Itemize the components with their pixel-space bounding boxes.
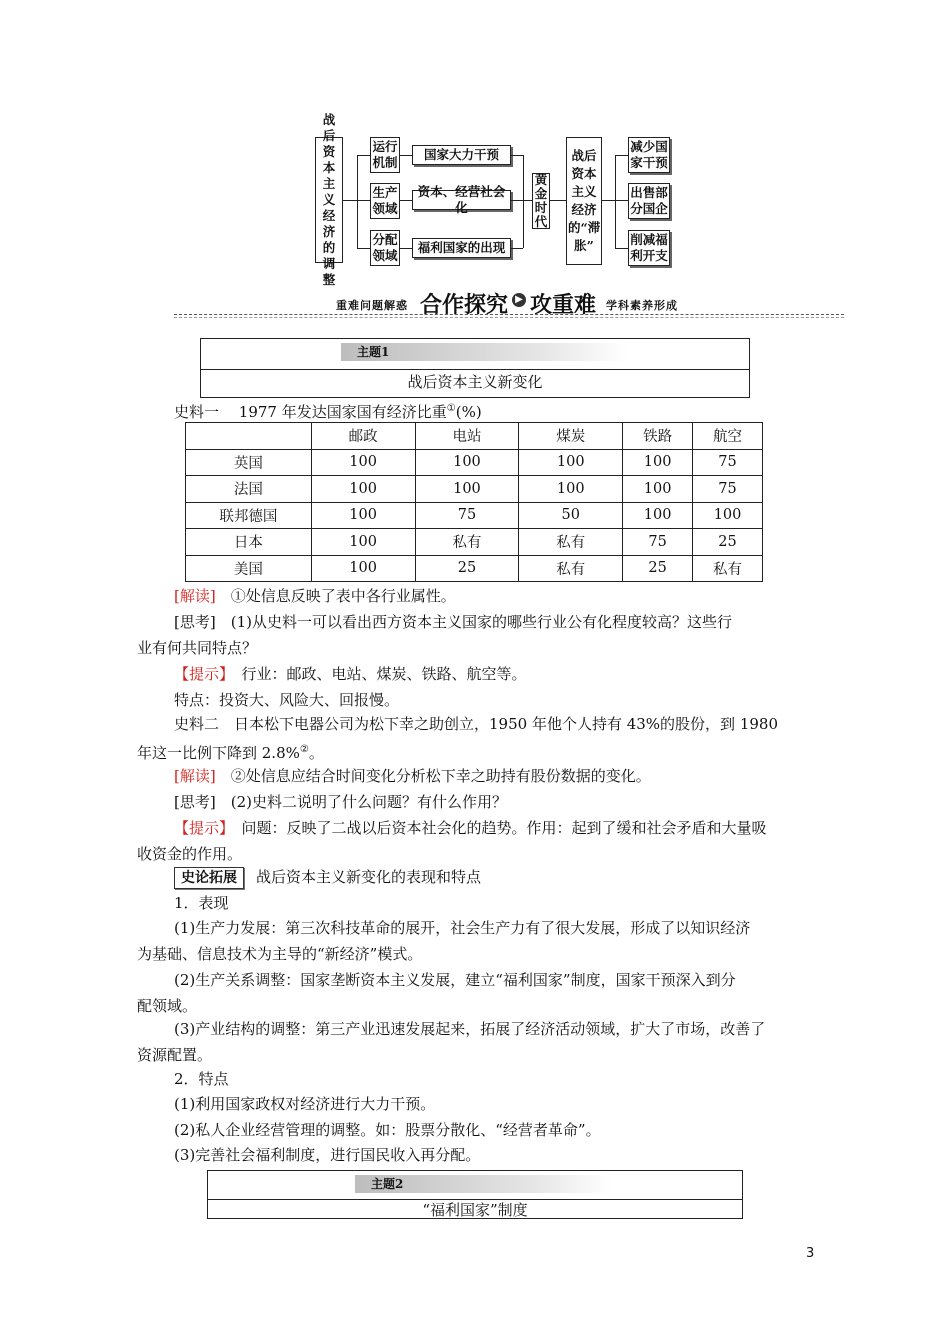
diagram-golden-age: 黄金时代 — [532, 173, 550, 229]
table-row-label: 联邦德国 — [186, 502, 312, 529]
sikao1-line1: [思考] (1)从史料一可以看出西方资本主义国家的哪些行业公有化程度较高？这些行 — [174, 613, 732, 631]
tishi1-line2: 特点：投资大、风险大、回报慢。 — [174, 691, 400, 709]
diagram-label-mechanism: 运行机制 — [370, 137, 400, 173]
table-row — [186, 555, 763, 582]
table-cell: 25 — [693, 529, 763, 556]
table-cell: 75 — [693, 449, 763, 476]
table-cell: 100 — [311, 502, 415, 529]
body-line-8: (1)利用国家政权对经济进行大力干预。 — [174, 1095, 436, 1113]
table-cell: 75 — [623, 529, 693, 556]
table-header-row — [186, 423, 763, 450]
table-cell: 100 — [623, 449, 693, 476]
table-header-cell: 电站 — [415, 423, 519, 450]
body-line-2: 为基础、信息技术为主导的“新经济”模式。 — [137, 945, 423, 963]
page-number: 3 — [806, 1246, 815, 1261]
jiedu1: [解读] ①处信息反映了表中各行业属性。 — [174, 587, 456, 605]
table-header-cell: 铁路 — [623, 423, 693, 450]
body-line-6: 资源配置。 — [137, 1046, 213, 1064]
body-line-3: (2)生产关系调整：国家垄断资本主义发展，建立“福利国家”制度，国家干预深入到分 — [174, 971, 736, 989]
body-line-9: (2)私人企业经营管理的调整。如：股票分散化、“经营者革命”。 — [174, 1121, 601, 1139]
table-cell: 私有 — [415, 529, 519, 556]
table-header-cell: 煤炭 — [519, 423, 623, 450]
table-cell: 100 — [311, 555, 415, 582]
table-row — [186, 502, 763, 529]
topic2-frame — [207, 1170, 743, 1219]
table-row — [186, 529, 763, 556]
state-ownership-table — [185, 422, 763, 582]
topic1-tab: 主题1 — [341, 343, 627, 361]
table-cell: 100 — [311, 449, 415, 476]
body-line-0: 1．表现 — [174, 894, 229, 912]
banner-left-text: 重难问题解惑 — [336, 299, 408, 312]
banner-main-2: 攻重难 — [530, 293, 597, 318]
sikao2: [思考] (2)史料二说明了什么问题？有什么作用？ — [174, 793, 507, 811]
tishi2-line1: 【提示】 问题：反映了二战以后资本社会化的趋势。作用：起到了缓和社会矛盾和大量吸 — [174, 819, 767, 837]
table-cell: 100 — [415, 476, 519, 503]
table-cell: 100 — [519, 476, 623, 503]
table-row-label: 英国 — [186, 449, 312, 476]
topic2-title: “福利国家”制度 — [422, 1201, 528, 1219]
banner-right-text: 学科素养形成 — [606, 299, 678, 312]
banner-arrow-icon: ▶ — [512, 293, 526, 307]
diagram-right-item-1: 减少国家干预 — [628, 137, 670, 173]
body-line-4: 配领域。 — [137, 997, 198, 1015]
banner-rule — [174, 314, 844, 315]
table-cell: 75 — [415, 502, 519, 529]
table-header-cell — [186, 423, 312, 450]
diagram-item-socialization: 资本、经营社会化 — [412, 190, 511, 210]
table-cell: 100 — [311, 476, 415, 503]
diagram-item-intervention: 国家大力干预 — [412, 145, 511, 165]
table-row-label: 日本 — [186, 529, 312, 556]
table-cell: 100 — [623, 476, 693, 503]
tishi1-line1: 【提示】 行业：邮政、电站、煤炭、铁路、航空等。 — [174, 665, 527, 683]
table-cell: 100 — [693, 502, 763, 529]
table-row-label: 美国 — [186, 555, 312, 582]
source1-line: 史料一 1977 年发达国家国有经济比重①(%) — [174, 403, 482, 421]
table-header-cell: 邮政 — [311, 423, 415, 450]
body-line-5: (3)产业结构的调整：第三产业迅速发展起来，拓展了经济活动领域，扩大了市场，改善了 — [174, 1020, 766, 1038]
table-cell: 25 — [623, 555, 693, 582]
topic1-frame — [200, 338, 750, 398]
diagram-right-item-3: 削减福利开支 — [628, 230, 670, 266]
diagram-right-item-2: 出售部分国企 — [628, 183, 670, 219]
lunzhan-tag: 史论拓展 — [174, 867, 244, 889]
table-cell: 私有 — [519, 529, 623, 556]
topic1-title: 战后资本主义新变化 — [407, 373, 543, 391]
table-header-cell: 航空 — [693, 423, 763, 450]
table-cell: 100 — [623, 502, 693, 529]
diagram-left-title: 战后资本主义经济的调整 — [315, 137, 343, 263]
table-cell: 25 — [415, 555, 519, 582]
source2-line2: 年这一比例下降到 2.8%②。 — [137, 744, 324, 762]
diagram-label-distribution: 分配领域 — [370, 230, 400, 266]
table-row — [186, 476, 763, 503]
diagram-label-production: 生产领域 — [370, 183, 400, 219]
table-cell: 100 — [311, 529, 415, 556]
sikao1-line2: 业有何共同特点？ — [137, 639, 258, 657]
table-cell: 50 — [519, 502, 623, 529]
table-row-label: 法国 — [186, 476, 312, 503]
lunzhan-heading: 史论拓展 战后资本主义新变化的表现和特点 — [174, 864, 481, 890]
table-cell: 75 — [693, 476, 763, 503]
tishi2-line2: 收资金的作用。 — [137, 845, 243, 863]
table-cell: 100 — [519, 449, 623, 476]
body-line-10: (3)完善社会福利制度，进行国民收入再分配。 — [174, 1146, 481, 1164]
topic2-tab: 主题2 — [355, 1175, 611, 1193]
diagram-right-title: 战后资本主义经济的“滞胀” — [566, 137, 602, 265]
banner-rule-2 — [174, 317, 844, 318]
banner-main-1: 合作探究 — [420, 293, 509, 318]
table-cell: 100 — [415, 449, 519, 476]
table-cell: 私有 — [519, 555, 623, 582]
table-cell: 私有 — [693, 555, 763, 582]
jiedu2: [解读] ②处信息应结合时间变化分析松下幸之助持有股份数据的变化。 — [174, 767, 651, 785]
source2-line1: 史料二 日本松下电器公司为松下幸之助创立，1950 年他个人持有 43%的股份，到 1980 — [174, 715, 778, 733]
diagram-item-welfare: 福利国家的出现 — [412, 238, 511, 258]
table-row — [186, 449, 763, 476]
body-line-1: (1)生产力发展：第三次科技革命的展开，社会生产力有了很大发展，形成了以知识经济 — [174, 919, 751, 937]
body-line-7: 2．特点 — [174, 1070, 229, 1088]
